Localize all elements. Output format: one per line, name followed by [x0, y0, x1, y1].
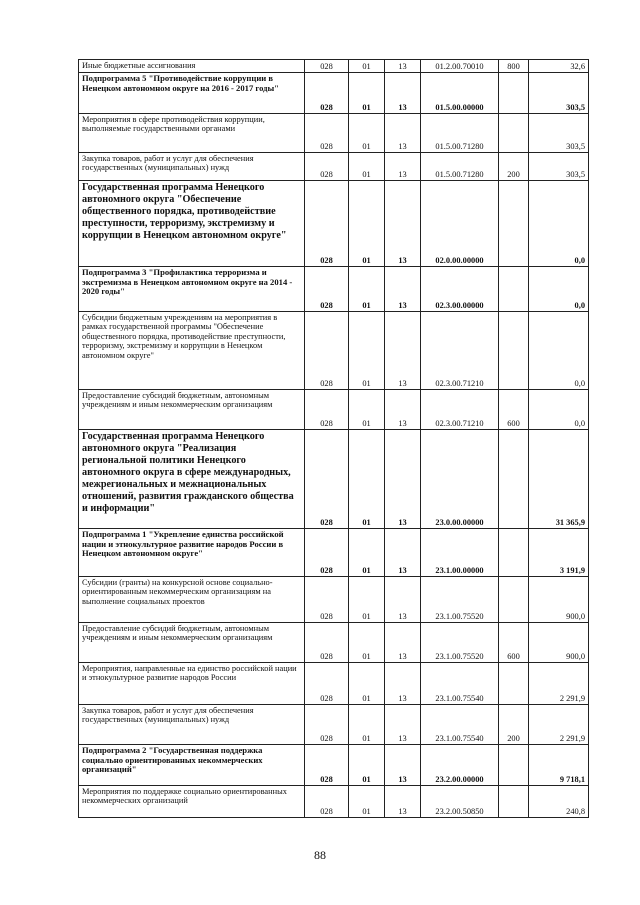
subsection-code: 13 [385, 623, 421, 663]
amount: 303,5 [529, 73, 589, 114]
row-name: Мероприятия в сфере противодействия коррупции, выполняемые государственными органами [79, 114, 305, 153]
expense-type [499, 529, 529, 577]
expense-type [499, 267, 529, 312]
ministry-code: 028 [305, 60, 349, 73]
ministry-code: 028 [305, 786, 349, 818]
expense-type: 200 [499, 153, 529, 181]
ministry-code: 028 [305, 623, 349, 663]
subsection-code: 13 [385, 114, 421, 153]
subsection-code: 13 [385, 60, 421, 73]
amount: 9 718,1 [529, 745, 589, 786]
ministry-code: 028 [305, 705, 349, 745]
target-code: 23.2.00.50850 [421, 786, 499, 818]
expense-type [499, 430, 529, 529]
target-code: 23.1.00.75520 [421, 623, 499, 663]
table-row [79, 663, 589, 705]
target-code: 01.5.00.00000 [421, 73, 499, 114]
amount: 31 365,9 [529, 430, 589, 529]
amount: 0,0 [529, 267, 589, 312]
target-code: 23.1.00.75540 [421, 705, 499, 745]
page-number: 88 [314, 848, 326, 862]
section-code: 01 [349, 60, 385, 73]
table-row [79, 60, 589, 73]
amount: 303,5 [529, 153, 589, 181]
ministry-code: 028 [305, 153, 349, 181]
row-name: Предоставление субсидий бюджетным, автономным учреждениям и иным некоммерческим организациям [79, 390, 305, 430]
expense-type [499, 312, 529, 390]
subsection-code: 13 [385, 73, 421, 114]
expense-type [499, 114, 529, 153]
row-name: Подпрограмма 2 "Государственная поддержка социально ориентированных некоммерческих организаций" [79, 745, 305, 786]
target-code: 02.0.00.00000 [421, 181, 499, 267]
table-row [79, 181, 589, 267]
section-code: 01 [349, 786, 385, 818]
ministry-code: 028 [305, 73, 349, 114]
target-code: 02.3.00.71210 [421, 390, 499, 430]
ministry-code: 028 [305, 577, 349, 623]
table-row [79, 430, 589, 529]
table-row [79, 577, 589, 623]
row-name: Мероприятия, направленные на единство российской нации и этнокультурное развитие народов России [79, 663, 305, 705]
row-name: Закупка товаров, работ и услуг для обеспечения государственных (муниципальных) нужд [79, 705, 305, 745]
expense-type: 800 [499, 60, 529, 73]
ministry-code: 028 [305, 114, 349, 153]
row-name: Закупка товаров, работ и услуг для обеспечения государственных (муниципальных) нужд [79, 153, 305, 181]
table-row [79, 623, 589, 663]
ministry-code: 028 [305, 312, 349, 390]
amount: 303,5 [529, 114, 589, 153]
ministry-code: 028 [305, 745, 349, 786]
table-row [79, 267, 589, 312]
target-code: 23.1.00.75520 [421, 577, 499, 623]
subsection-code: 13 [385, 312, 421, 390]
subsection-code: 13 [385, 663, 421, 705]
expense-type [499, 745, 529, 786]
target-code: 23.2.00.00000 [421, 745, 499, 786]
amount: 900,0 [529, 623, 589, 663]
expense-type: 600 [499, 623, 529, 663]
ministry-code: 028 [305, 181, 349, 267]
budget-table [78, 59, 589, 818]
section-code: 01 [349, 153, 385, 181]
expense-type: 200 [499, 705, 529, 745]
row-name: Подпрограмма 1 "Укрепление единства российской нации и этнокультурное развитие народов России в Ненецком автономном округе" [79, 529, 305, 577]
subsection-code: 13 [385, 745, 421, 786]
amount: 0,0 [529, 181, 589, 267]
section-code: 01 [349, 390, 385, 430]
expense-type [499, 663, 529, 705]
subsection-code: 13 [385, 267, 421, 312]
row-name: Мероприятия по поддержке социально ориентированных некоммерческих организаций [79, 786, 305, 818]
ministry-code: 028 [305, 663, 349, 705]
table-row [79, 312, 589, 390]
target-code: 02.3.00.71210 [421, 312, 499, 390]
ministry-code: 028 [305, 529, 349, 577]
section-code: 01 [349, 623, 385, 663]
subsection-code: 13 [385, 705, 421, 745]
ministry-code: 028 [305, 390, 349, 430]
amount: 2 291,9 [529, 663, 589, 705]
table-row [79, 745, 589, 786]
row-name: Субсидии (гранты) на конкурсной основе социально-ориентированным некоммерческим организациям на выполнение социальных проектов [79, 577, 305, 623]
section-code: 01 [349, 577, 385, 623]
expense-type [499, 73, 529, 114]
expense-type: 600 [499, 390, 529, 430]
amount: 32,6 [529, 60, 589, 73]
subsection-code: 13 [385, 153, 421, 181]
amount: 0,0 [529, 390, 589, 430]
section-code: 01 [349, 267, 385, 312]
table-row [79, 786, 589, 818]
row-name: Подпрограмма 3 "Профилактика терроризма и экстремизма в Ненецком автономном округе на 2014 - 2020 годы" [79, 267, 305, 312]
table-row [79, 114, 589, 153]
amount: 3 191,9 [529, 529, 589, 577]
target-code: 23.1.00.00000 [421, 529, 499, 577]
section-code: 01 [349, 430, 385, 529]
table-row [79, 153, 589, 181]
section-code: 01 [349, 181, 385, 267]
amount: 2 291,9 [529, 705, 589, 745]
expense-type [499, 786, 529, 818]
row-name: Подпрограмма 5 "Противодействие коррупции в Ненецком автономном округе на 2016 - 2017 годы" [79, 73, 305, 114]
row-name: Предоставление субсидий бюджетным, автономным учреждениям и иным некоммерческим организациям [79, 623, 305, 663]
row-name: Субсидии бюджетным учреждениям на мероприятия в рамках государственной программы "Обеспечение общественного порядка, противодействие преступности, терроризму, экстремизму и коррупции в Ненецком автономном округе" [79, 312, 305, 390]
ministry-code: 028 [305, 430, 349, 529]
expense-type [499, 181, 529, 267]
target-code: 01.5.00.71280 [421, 153, 499, 181]
subsection-code: 13 [385, 390, 421, 430]
target-code: 23.1.00.75540 [421, 663, 499, 705]
target-code: 23.0.00.00000 [421, 430, 499, 529]
amount: 0,0 [529, 312, 589, 390]
table-row [79, 73, 589, 114]
row-name: Государственная программа Ненецкого автономного округа "Реализация региональной политики Ненецкого автономного округа в сфере международных, межрегиональных и межнациональных отношений, развития гражданского общества и информации" [79, 430, 305, 529]
target-code: 02.3.00.00000 [421, 267, 499, 312]
section-code: 01 [349, 705, 385, 745]
amount: 240,8 [529, 786, 589, 818]
subsection-code: 13 [385, 430, 421, 529]
table-row [79, 705, 589, 745]
section-code: 01 [349, 73, 385, 114]
subsection-code: 13 [385, 577, 421, 623]
amount: 900,0 [529, 577, 589, 623]
subsection-code: 13 [385, 529, 421, 577]
row-name: Государственная программа Ненецкого автономного округа "Обеспечение общественного порядка, противодействие преступности, терроризму, экстремизму и коррупции в Ненецком автономном округе" [79, 181, 305, 267]
section-code: 01 [349, 745, 385, 786]
section-code: 01 [349, 663, 385, 705]
target-code: 01.2.00.70010 [421, 60, 499, 73]
expense-type [499, 577, 529, 623]
row-name: Иные бюджетные ассигнования [79, 60, 305, 73]
subsection-code: 13 [385, 786, 421, 818]
section-code: 01 [349, 312, 385, 390]
target-code: 01.5.00.71280 [421, 114, 499, 153]
subsection-code: 13 [385, 181, 421, 267]
table-row [79, 529, 589, 577]
ministry-code: 028 [305, 267, 349, 312]
section-code: 01 [349, 114, 385, 153]
section-code: 01 [349, 529, 385, 577]
table-row [79, 390, 589, 430]
